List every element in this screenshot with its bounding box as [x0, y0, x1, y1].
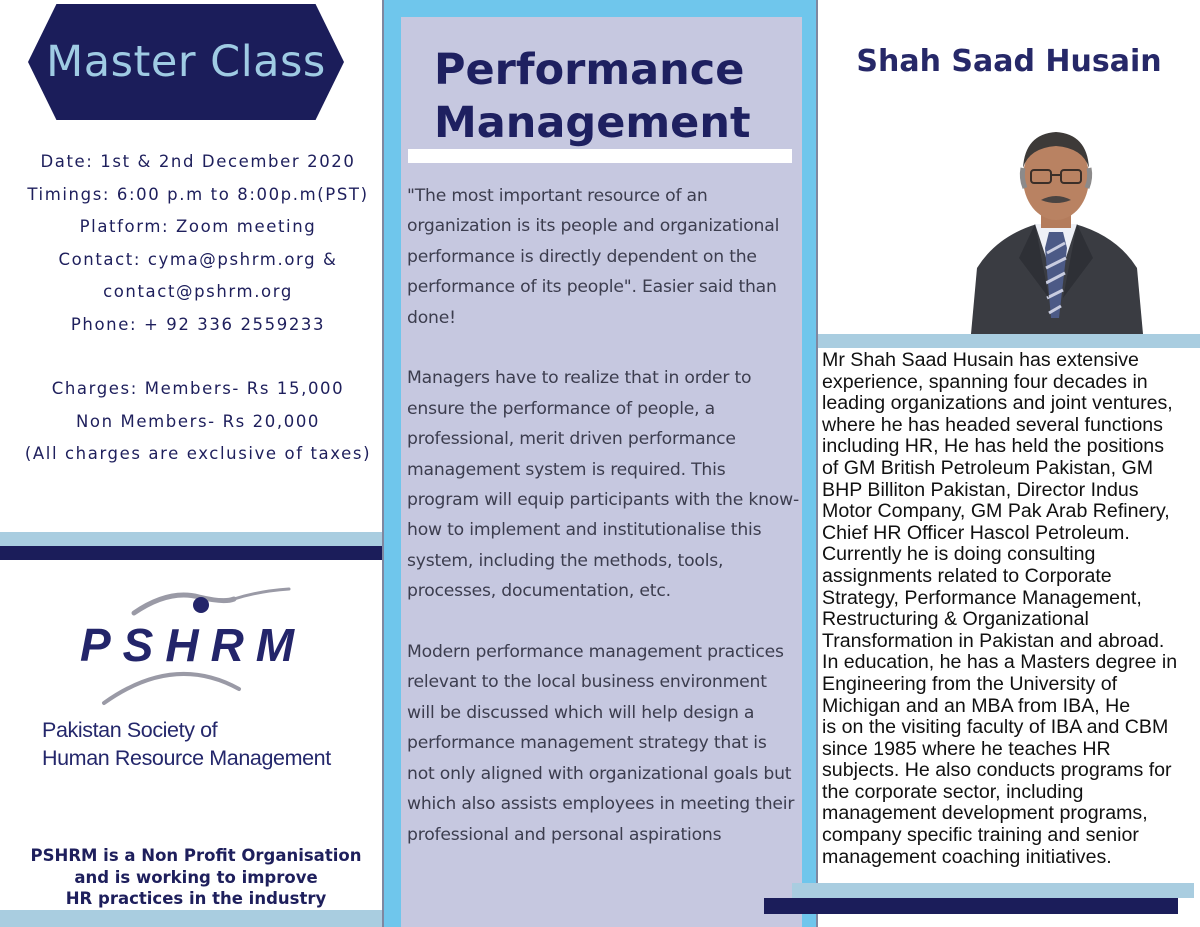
bio-line: Currently he is doing consulting [822, 543, 1096, 566]
bio-line: experience, spanning four decades in [822, 370, 1148, 393]
bio-line: management coaching initiatives. [822, 845, 1112, 868]
event-details [0, 146, 396, 471]
divider-dark-bottom-right [764, 898, 1178, 914]
course-title-line: Performance [434, 45, 745, 95]
bio-line: since 1985 where he teaches HR [822, 737, 1111, 760]
course-title-line: Management [434, 98, 751, 148]
bio-line: is on the visiting faculty of IBA and CBM [822, 716, 1169, 739]
bio-line: Transformation in Pakistan and abroad. [822, 629, 1165, 652]
bio-line: Mr Shah Saad Husain has extensive [822, 349, 1139, 371]
nonprofit-statement [18, 845, 374, 910]
master-class-title: Master Class [46, 37, 326, 87]
pshrm-logo-text [80, 618, 307, 678]
divider-light-bottom-right [792, 883, 1194, 898]
nonprofit-line: and is working to improve [74, 867, 318, 887]
bio-line: leading organizations and joint ventures, [822, 392, 1173, 415]
title-underline [408, 149, 792, 163]
description-paragraph: Modern performance management practices relevant to the local business environment will be discussed which will help design a performance management strategy that is not only aligned with organizational goals but which also assists employees in meeting their professional and personal aspirations [407, 642, 795, 845]
event-timings: Timings: 6:00 p.m to 8:00p.m(PST) [27, 184, 369, 204]
society-name-line: Human Resource Management [42, 746, 331, 770]
bio-line: Motor Company, GM Pak Arab Refinery, [822, 500, 1170, 523]
bio-line: company specific training and senior [822, 824, 1139, 847]
bio-line: including HR, He has held the positions [822, 435, 1165, 458]
bio-line: Restructuring & Organizational [822, 608, 1089, 631]
society-name [42, 716, 372, 772]
charges-non-members: Non Members- Rs 20,000 [75, 411, 321, 431]
event-contact-email: contact@pshrm.org [103, 282, 293, 301]
divider-light-left [0, 532, 382, 546]
bio-line: subjects. He also conducts programs for [822, 759, 1172, 782]
logo-letters: PSHRM [80, 619, 307, 671]
description-paragraph: "The most important resource of an organization is its people and organizational performance is directly dependent on the performance of its people". Easier said than done! [407, 186, 780, 328]
bio-line: Michigan and an MBA from IBA, He [822, 694, 1131, 717]
bio-line: In education, he has a Masters degree in [822, 651, 1178, 674]
speaker-name: Shah Saad Husain [856, 44, 1162, 79]
event-contact: Contact: cyma@pshrm.org & [58, 249, 338, 269]
event-platform: Platform: Zoom meeting [79, 217, 317, 236]
bio-line: the corporate sector, including [822, 780, 1084, 803]
description-paragraph: Managers have to realize that in order to ensure the performance of people, a professional, merit driven performance management system is required. This program will equip participants with the know-how to implement and institutionalise this system, including the methods, tools, processes, documentation, etc. [407, 368, 799, 602]
event-date: Date: 1st & 2nd December 2020 [40, 152, 356, 171]
bio-line: Strategy, Performance Management, [822, 586, 1142, 609]
course-title [434, 44, 794, 150]
course-description [407, 181, 799, 880]
speaker-bio [822, 350, 1200, 868]
bio-line: Chief HR Officer Hascol Petroleum. [822, 521, 1130, 544]
speaker-photo [967, 118, 1145, 334]
event-phone: Phone: + 92 336 2559233 [70, 314, 326, 334]
bio-line: management development programs, [822, 802, 1148, 825]
society-name-line: Pakistan Society of [42, 718, 218, 742]
bio-line: BHP Billiton Pakistan, Director Indus [822, 478, 1139, 501]
divider-bottom-left [0, 910, 382, 927]
nonprofit-line: HR practices in the industry [65, 889, 327, 908]
bio-line: assignments related to Corporate [822, 564, 1112, 587]
bio-line: of GM British Petroleum Pakistan, GM [822, 456, 1154, 479]
divider-dark-left [0, 546, 382, 560]
charges-note: (All charges are exclusive of taxes) [24, 444, 372, 463]
charges-members: Charges: Members- Rs 15,000 [51, 379, 345, 398]
nonprofit-line: PSHRM is a Non Profit Organisation [30, 846, 362, 865]
bio-line: where he has headed several functions [822, 413, 1163, 436]
bio-line: Engineering from the University of [822, 672, 1118, 695]
divider-light-right [818, 334, 1200, 348]
